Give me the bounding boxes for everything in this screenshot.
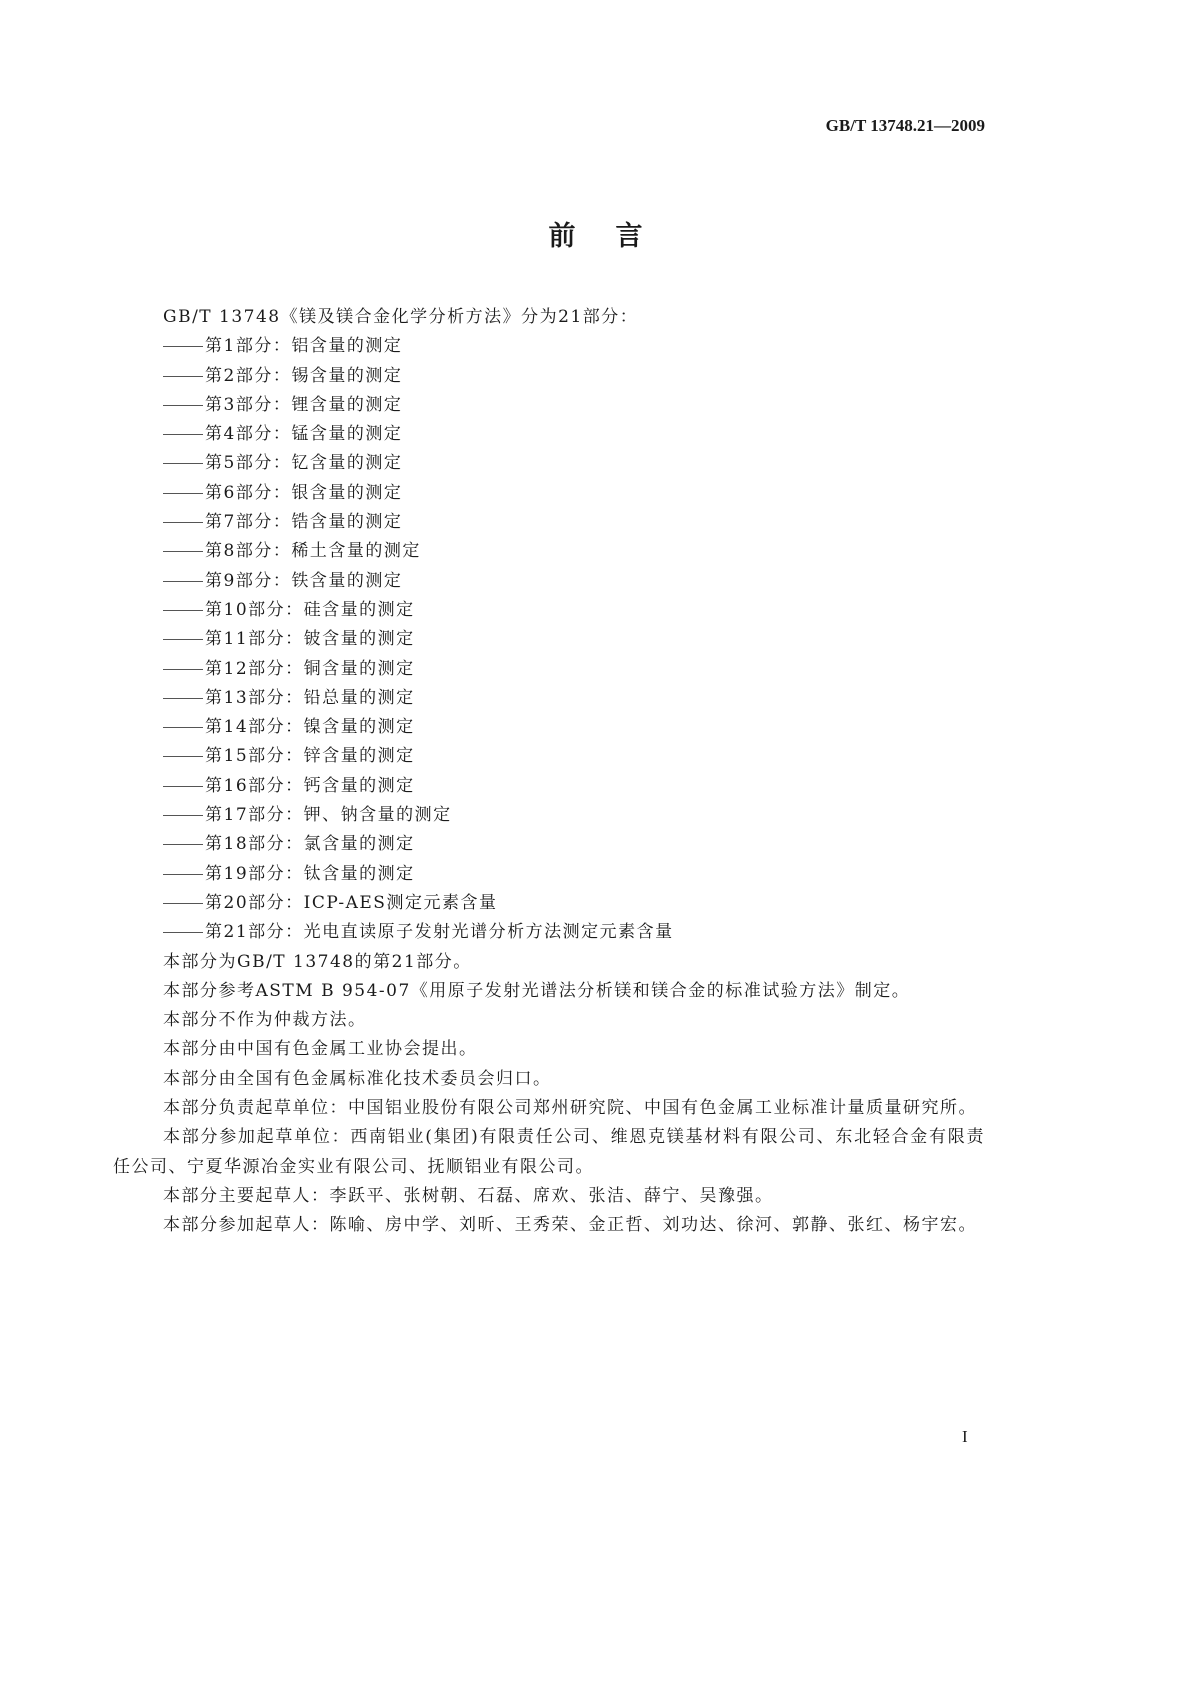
list-item-text: 第6部分：银含量的测定 bbox=[205, 482, 403, 503]
em-dash bbox=[163, 786, 203, 787]
list-item bbox=[113, 801, 985, 830]
em-dash bbox=[163, 434, 203, 435]
em-dash bbox=[163, 610, 203, 611]
list-item-text: 第19部分：钛含量的测定 bbox=[205, 863, 415, 884]
list-item bbox=[113, 684, 985, 713]
em-dash bbox=[163, 874, 203, 875]
list-item-text: 第10部分：硅含量的测定 bbox=[205, 599, 415, 620]
paragraph: 本部分由全国有色金属标准化技术委员会归口。 bbox=[163, 1068, 552, 1089]
list-item-text: 第1部分：铝含量的测定 bbox=[205, 336, 403, 357]
list-item bbox=[113, 772, 985, 801]
em-dash bbox=[163, 932, 203, 933]
em-dash bbox=[163, 639, 203, 640]
list-item bbox=[113, 625, 985, 654]
list-item-text: 第8部分：稀土含量的测定 bbox=[205, 541, 421, 562]
em-dash bbox=[163, 698, 203, 699]
list-item-text: 第20部分：ICP-AES测定元素含量 bbox=[205, 892, 498, 913]
list-item bbox=[113, 860, 985, 889]
em-dash bbox=[163, 346, 203, 347]
em-dash bbox=[163, 903, 203, 904]
list-item bbox=[113, 596, 985, 625]
em-dash bbox=[163, 581, 203, 582]
paragraph: 本部分为GB/T 13748的第21部分。 bbox=[163, 951, 472, 972]
em-dash bbox=[163, 727, 203, 728]
paragraph: 本部分参考ASTM B 954-07《用原子发射光谱法分析镁和镁合金的标准试验方法》制定。 bbox=[163, 980, 911, 1001]
list-item bbox=[113, 479, 985, 508]
list-item-text: 第14部分：镍含量的测定 bbox=[205, 717, 415, 738]
list-item bbox=[113, 713, 985, 742]
paragraph: 本部分参加起草人：陈喻、房中学、刘昕、王秀荣、金正哲、刘功达、徐河、郭静、张红、杨宇宏。 bbox=[163, 1215, 977, 1236]
em-dash bbox=[163, 405, 203, 406]
em-dash bbox=[163, 756, 203, 757]
list-item-text: 第18部分：氯含量的测定 bbox=[205, 834, 415, 855]
list-item bbox=[113, 332, 985, 361]
list-item bbox=[113, 362, 985, 391]
list-item-text: 第11部分：铍含量的测定 bbox=[205, 629, 415, 650]
list-item bbox=[113, 655, 985, 684]
paragraph: 本部分负责起草单位：中国铝业股份有限公司郑州研究院、中国有色金属工业标准计量质量研究所。 bbox=[163, 1098, 977, 1119]
list-item-text: 第2部分：锡含量的测定 bbox=[205, 365, 403, 386]
intro-paragraph: GB/T 13748《镁及镁合金化学分析方法》分为21部分： bbox=[163, 307, 639, 327]
em-dash bbox=[163, 815, 203, 816]
paragraph: 本部分主要起草人：李跃平、张树朝、石磊、席欢、张洁、薛宁、吴豫强。 bbox=[163, 1185, 774, 1206]
list-item bbox=[113, 537, 985, 566]
em-dash bbox=[163, 551, 203, 552]
list-item-text: 第9部分：铁含量的测定 bbox=[205, 570, 403, 591]
parts-list bbox=[113, 332, 985, 947]
paragraph: 本部分参加起草单位：西南铝业(集团)有限责任公司、维恩克镁基材料有限公司、东北轻合金有限责任公司、宁夏华源冶金实业有限公司、抚顺铝业有限公司。 bbox=[113, 1127, 985, 1177]
em-dash bbox=[163, 522, 203, 523]
list-item bbox=[113, 830, 985, 859]
list-item-text: 第4部分：锰含量的测定 bbox=[205, 424, 403, 445]
list-item-text: 第13部分：铅总量的测定 bbox=[205, 687, 415, 708]
list-item bbox=[113, 420, 985, 449]
em-dash bbox=[163, 463, 203, 464]
list-item bbox=[113, 918, 985, 947]
standard-code: GB/T 13748.21—2009 bbox=[825, 116, 985, 135]
em-dash bbox=[163, 493, 203, 494]
list-item-text: 第21部分：光电直读原子发射光谱分析方法测定元素含量 bbox=[205, 922, 674, 943]
list-item-text: 第12部分：铜含量的测定 bbox=[205, 658, 415, 679]
list-item-text: 第7部分：锆含量的测定 bbox=[205, 512, 403, 533]
list-item-text: 第17部分：钾、钠含量的测定 bbox=[205, 805, 452, 826]
list-item bbox=[113, 567, 985, 596]
page-number: I bbox=[962, 1427, 968, 1446]
em-dash bbox=[163, 844, 203, 845]
paragraph: 本部分由中国有色金属工业协会提出。 bbox=[163, 1039, 478, 1060]
list-item bbox=[113, 449, 985, 478]
list-item-text: 第3部分：锂含量的测定 bbox=[205, 394, 403, 415]
list-item bbox=[113, 889, 985, 918]
list-item-text: 第16部分：钙含量的测定 bbox=[205, 775, 415, 796]
list-item bbox=[113, 742, 985, 771]
paragraph: 本部分不作为仲裁方法。 bbox=[163, 1010, 367, 1031]
page-title: 前言 bbox=[548, 221, 683, 252]
em-dash bbox=[163, 669, 203, 670]
paragraphs bbox=[113, 948, 985, 1241]
foreword-body bbox=[113, 303, 985, 1241]
list-item bbox=[113, 508, 985, 537]
list-item-text: 第15部分：锌含量的测定 bbox=[205, 746, 415, 767]
list-item bbox=[113, 391, 985, 420]
list-item-text: 第5部分：钇含量的测定 bbox=[205, 453, 403, 474]
em-dash bbox=[163, 376, 203, 377]
